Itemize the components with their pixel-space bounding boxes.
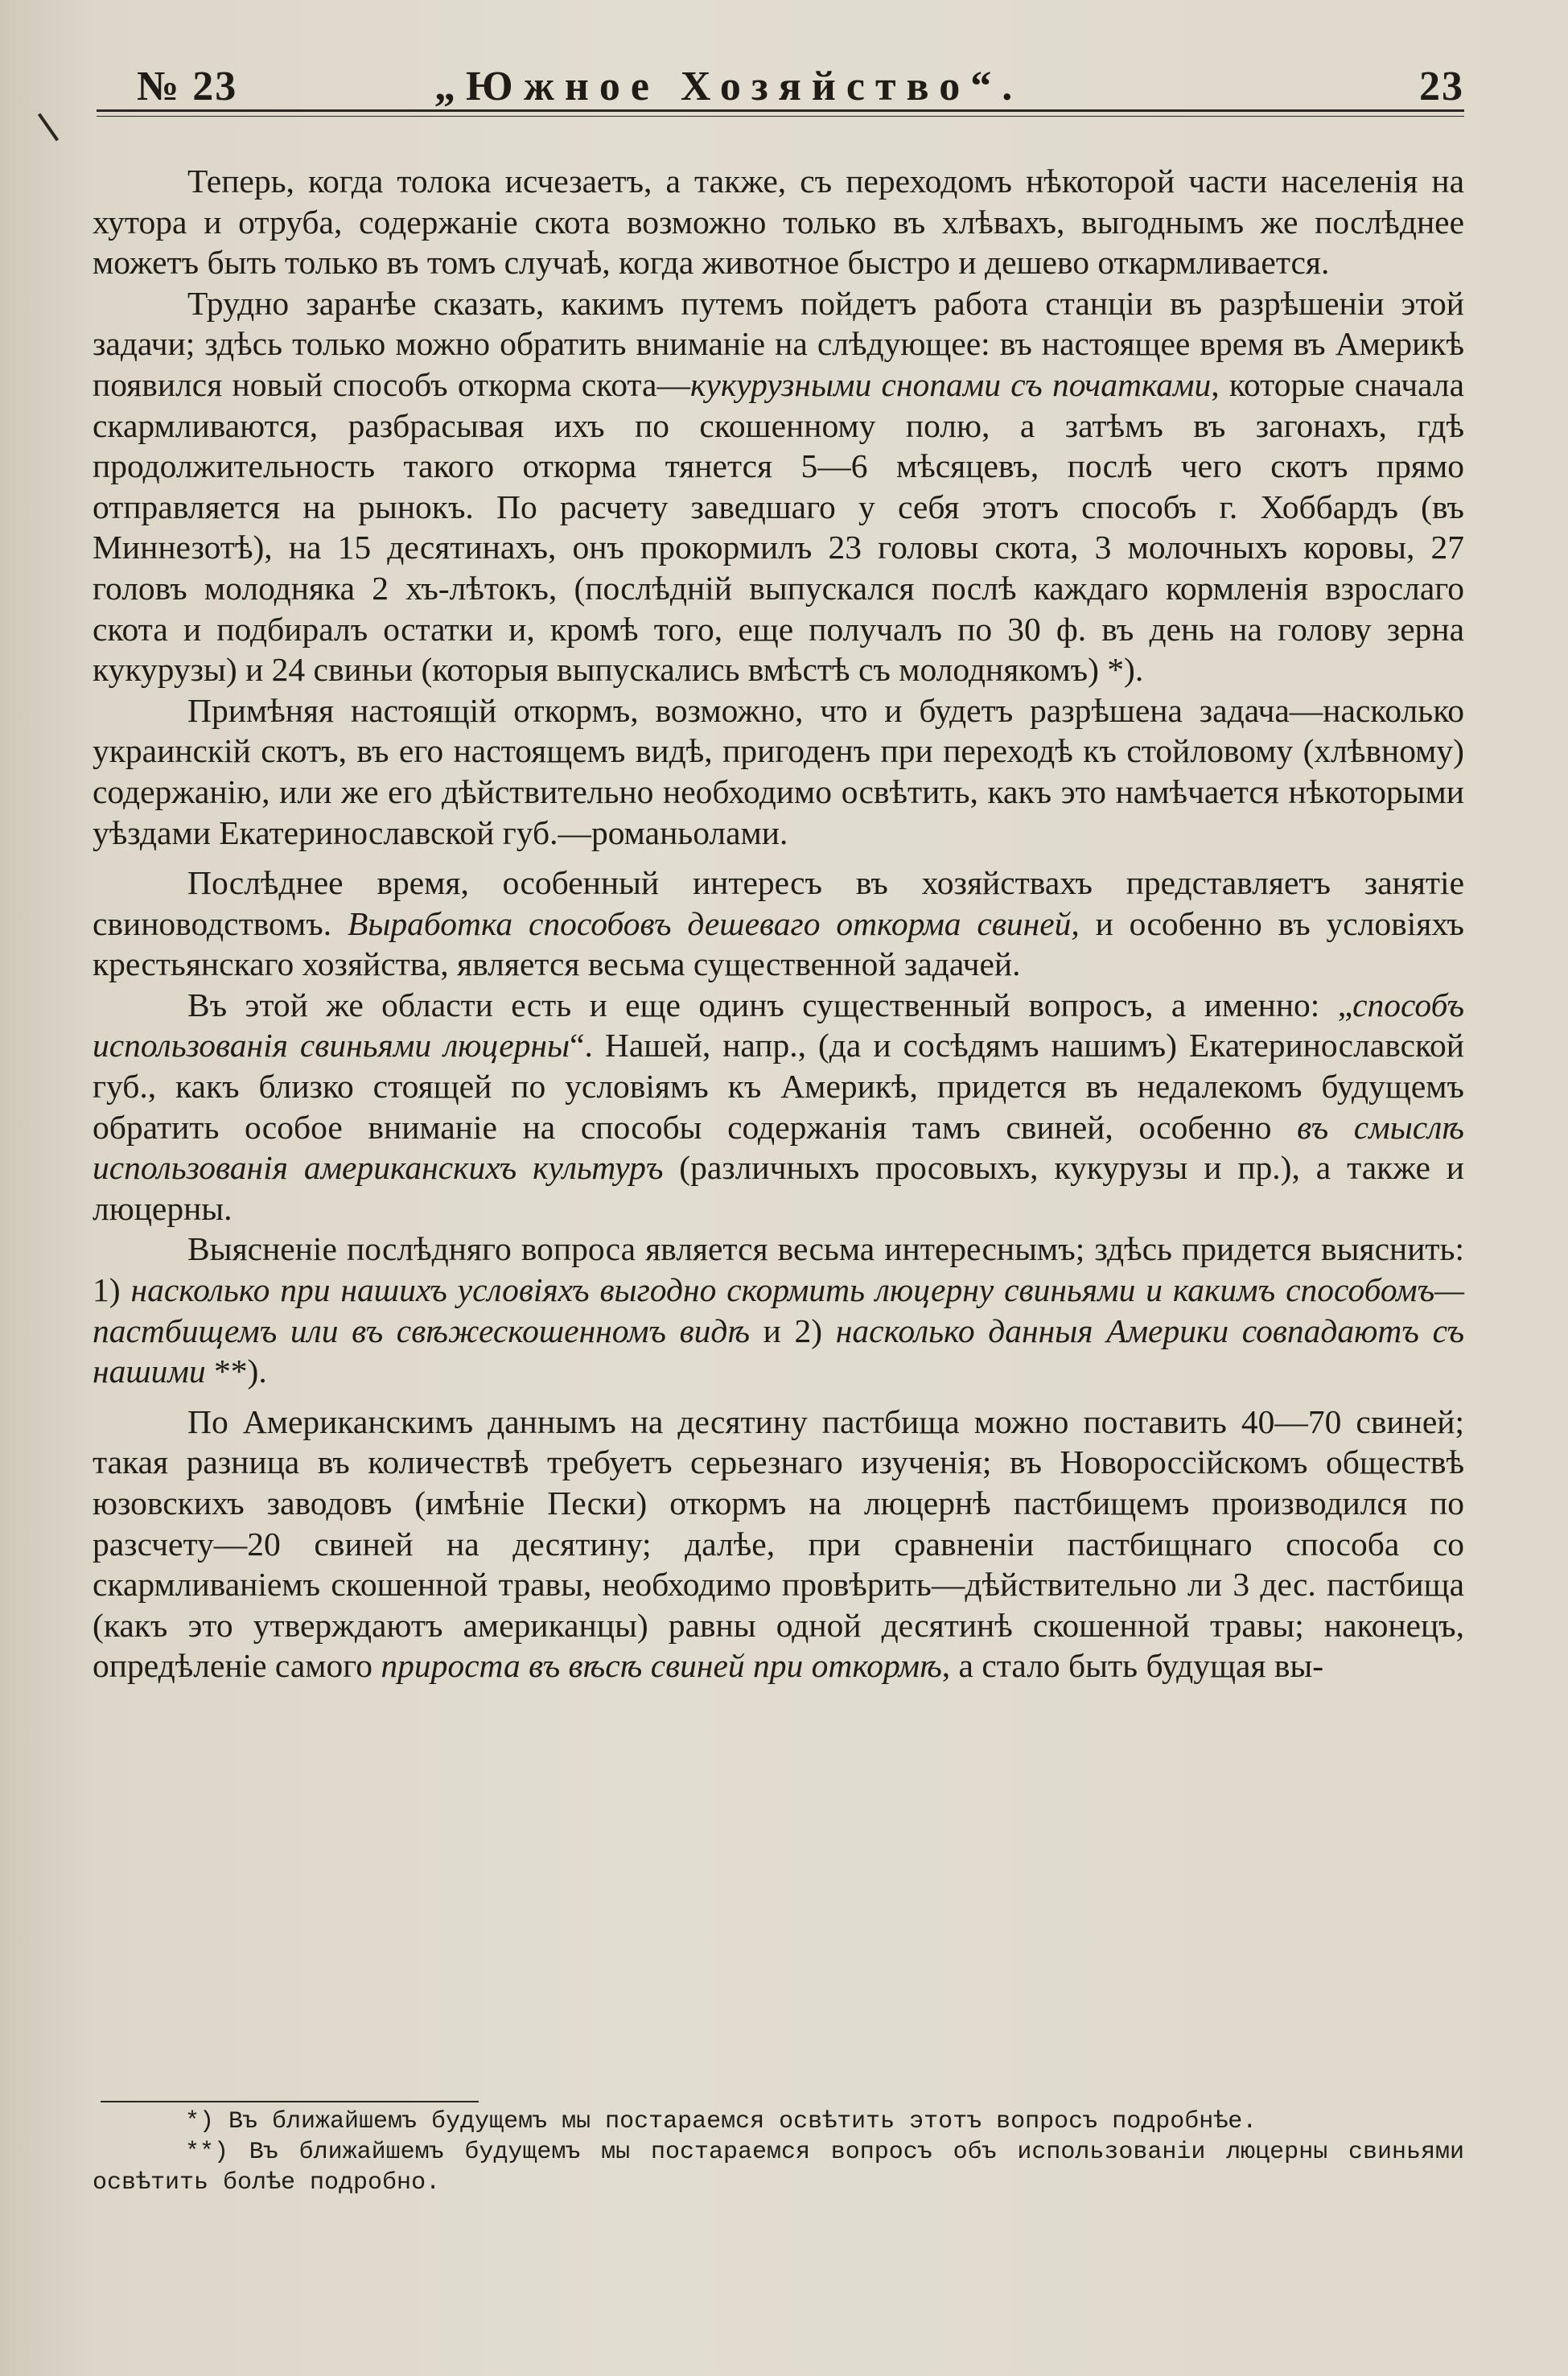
footnote-1: *) Въ ближайшемъ будущемъ мы постараемся освѣтить этотъ вопросъ подробнѣе. bbox=[185, 2108, 1257, 2135]
journal-title: „Южное Хозяйство“. bbox=[434, 64, 1023, 109]
text-run: Въ этой же области есть и еще одинъ существенный вопросъ, а именно: „ bbox=[187, 986, 1353, 1023]
footnote-rule bbox=[101, 2101, 479, 2102]
italic-text: кукурузными снопами съ початками bbox=[689, 365, 1212, 403]
header-rule bbox=[97, 109, 1464, 117]
article-body bbox=[93, 161, 1464, 1686]
italic-text: насколько при нашихъ условіяхъ выгодно скормить люцерну свиньями и какимъ способомъ—пастбищемъ или въ свѣжескошенномъ видѣ bbox=[93, 1271, 1465, 1349]
italic-text: насколько данныя Америки совпадаютъ съ нашими bbox=[93, 1312, 1464, 1390]
paragraph bbox=[93, 863, 1464, 985]
page-number: 23 bbox=[1419, 64, 1464, 109]
italic-text: Выработка способовъ дешеваго откорма свиней, bbox=[347, 904, 1080, 942]
italic-text: прироста въ вѣсѣ свиней при откормѣ bbox=[381, 1647, 942, 1685]
text-run: **). bbox=[205, 1353, 267, 1390]
text-run: Теперь, когда толока исчезаетъ, а также, съ переходомъ нѣкоторой части населенія на хутора и отруба, содержаніе скота возможно только въ хлѣвахъ, выгоднымъ же послѣднее можетъ быть только въ томъ случаѣ, когда животное быстро и дешево откармливается. bbox=[93, 163, 1464, 282]
text-run: По Американскимъ даннымъ на десятину пастбища можно поставить 40—70 свиней; такая разница въ количествѣ требуетъ серьезнаго изученія; въ Новороссійскомъ обществѣ юзовскихъ заводовъ (имѣніе Пески) откормъ на люцернѣ пастбищемъ производился по разсчету—20 свиней на десятину; далѣе, при сравненіи пастбищнаго способа со скармливаніемъ скошенной травы, необходимо провѣрить—дѣйствительно ли 3 дес. пастбища (какъ это утверждаютъ американцы) равны одной десятинѣ скошенной травы; наконецъ, опредѣленіе самого bbox=[93, 1402, 1464, 1685]
paragraph bbox=[93, 1402, 1464, 1686]
paragraph bbox=[93, 690, 1464, 853]
text-run: (различныхъ просовыхъ, кукурузы и пр.), а также и люцерны. bbox=[93, 1149, 1464, 1227]
text-run: “. Нашей, напр., (да и сосѣдямъ нашимъ) Екатеринославской губ., какъ близко стоящей по условіямъ къ Америкѣ, придется въ недалекомъ будущемъ обратить особое вниманіе на способы содержанія тамъ свиней, особенно bbox=[93, 1027, 1465, 1146]
paragraph bbox=[93, 1229, 1464, 1391]
text-run: Трудно заранѣе сказать, какимъ путемъ пойдетъ работа станціи въ разрѣшеніи этой задачи; здѣсь только можно обратить вниманіе на слѣдующее: въ настоящее время въ Америкѣ появился новый способъ откорма скота— bbox=[93, 284, 1464, 403]
issue-number: № 23 bbox=[137, 64, 238, 109]
text-run: , а стало быть будущая вы- bbox=[941, 1647, 1324, 1685]
footnote-2: **) Въ ближайшемъ будущемъ мы постараемся вопросъ объ использованіи люцерны свиньями освѣтить болѣе подробно. bbox=[93, 2139, 1464, 2197]
italic-text: способъ использованія свиньями люцерны bbox=[93, 986, 1464, 1064]
margin-mark bbox=[38, 113, 59, 141]
text-run: , которые сначала скармливаются, разбрасывая ихъ по скошенному полю, а затѣмъ въ загонахъ, гдѣ продолжительность такого откорма тянется 5—6 мѣсяцевъ, послѣ чего скотъ прямо отправляется на рынокъ. По расчету заведшаго у себя этотъ способъ г. Хоббардъ (въ Миннезотѣ), на 15 десятинахъ, онъ прокормилъ 23 головы скота, 3 молочныхъ коровы, 27 головъ молодняка 2 хъ-лѣтокъ, (послѣдній выпускался послѣ каждаго кормленія взрослаго скота и подбиралъ остатки и, кромѣ того, еще получалъ по 30 ф. въ день на голову зерна кукурузы) и 24 свиньи (которыя выпускались вмѣстѣ съ молоднякомъ) *). bbox=[93, 365, 1464, 689]
italic-text: въ смыслѣ использованія американскихъ культуръ bbox=[93, 1108, 1464, 1187]
paragraph bbox=[93, 283, 1464, 690]
footnotes bbox=[93, 2106, 1464, 2198]
text-run: Примѣняя настоящій откормъ, возможно, что и будетъ разрѣшена задача—насколько украинскій скотъ, въ его настоящемъ видѣ, пригоденъ при переходѣ къ стойловому (хлѣвному) содержанію, или же его дѣйствительно необходимо освѣтить, какъ это намѣчается нѣкоторыми уѣздами Екатеринославской губ.—романьолами. bbox=[93, 691, 1464, 851]
text-run: Послѣднее время, особенный интересъ въ хозяйствахъ представляетъ занятіе свиноводствомъ. bbox=[93, 864, 1464, 942]
text-run: и особенно въ условіяхъ крестьянскаго хозяйства, является весьма существенной задачей. bbox=[93, 904, 1464, 983]
paragraph bbox=[93, 985, 1464, 1229]
text-run: и 2) bbox=[750, 1312, 836, 1349]
paragraph bbox=[93, 161, 1464, 283]
text-run: Выясненіе послѣдняго вопроса является весьма интереснымъ; здѣсь придется выяснить: 1) bbox=[93, 1230, 1464, 1309]
